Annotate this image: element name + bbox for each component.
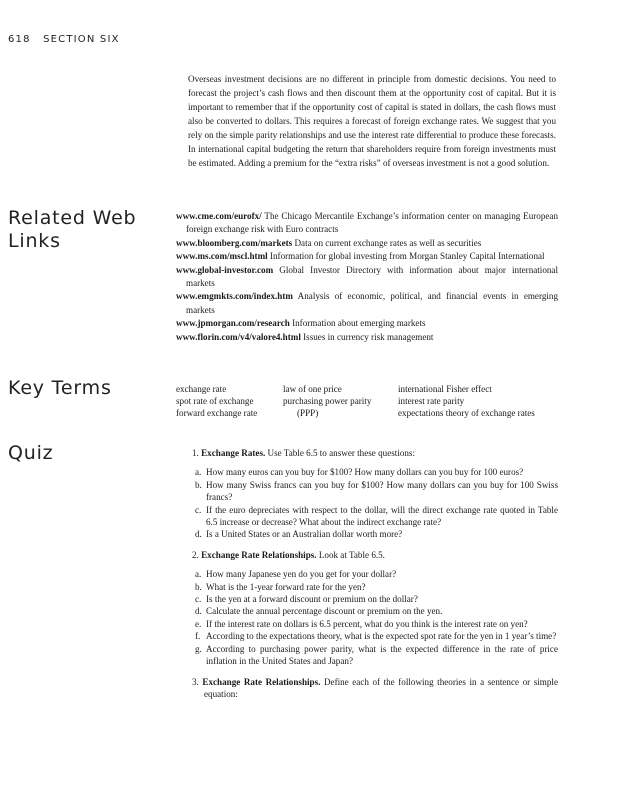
intro-paragraph: Overseas investment decisions are no different in principle from domestic decisions. You need to forecast the project’s cash flows and then discount them at the opportunity cost of capital. But it is important to remember that if the opportunity cost of capital is stated in dollars, the cash flows must also be converted to dollars. This requires a forecast of foreign exchange rates. We suggest that you rely on the simple parity relationships and use the interest rate differential to produce these forecasts. In international capital budgeting the return that shareholders require from foreign investments must be estimated. Adding a premium for the “extra risks” of overseas investment is not a good solution. (188, 74, 556, 168)
question-title: Exchange Rate Relationships. (201, 549, 317, 560)
question-title: Exchange Rates. (201, 448, 266, 458)
web-link[interactable]: www.cme.com/eurofx/ (176, 211, 262, 221)
key-terms-column-1 (176, 383, 257, 420)
web-link[interactable]: www.jpmorgan.com/research (176, 318, 290, 329)
question-number: 3. (192, 676, 199, 687)
quiz-question (176, 447, 558, 541)
key-term: forward exchange rate (176, 408, 258, 419)
key-terms-column-3 (398, 383, 535, 420)
link-entry: www.emgmkts.com/index.htm Analysis of economic, political, and financial events in emerging markets (176, 291, 558, 315)
key-term: purchasing power parity (283, 396, 372, 407)
related-links-heading: Related Web Links (8, 207, 137, 252)
page-number: 618 (8, 34, 31, 45)
key-term: (PPP) (297, 408, 319, 419)
sub-question: e. If the interest rate on dollars is 6.5 percent, what do you think is the interest rate on yen? (195, 618, 528, 629)
key-terms-heading: Key Terms (8, 377, 112, 399)
web-link[interactable]: www.global-investor.com (176, 264, 274, 275)
sub-question: c. If the euro depreciates with respect to the dollar, will the direct exchange rate quoted in Table 6.5 increase or decrease? What about the indirect exchange rate? (195, 504, 558, 528)
key-term: spot rate of exchange (176, 396, 254, 407)
running-header (8, 34, 128, 45)
link-entry: www.global-investor.com Global Investor Directory with information about major international markets (176, 264, 558, 289)
web-link[interactable]: www.bloomberg.com/markets (176, 237, 293, 248)
quiz-question (176, 549, 558, 668)
key-term: law of one price (283, 384, 342, 394)
sub-question: d. Calculate the annual percentage discount or premium on the yen. (195, 606, 443, 617)
sub-question: g. According to purchasing power parity, what is the expected difference in the rate of price inflation in the United States and Japan? (195, 643, 558, 667)
sub-question: c. Is the yen at a forward discount or premium on the dollar? (195, 594, 418, 605)
link-entry: www.cme.com/eurofx/ The Chicago Mercantile Exchange’s information center on managing European foreign exchange risk with Euro contracts (176, 211, 558, 235)
sub-question: f. According to the expectations theory, what is the expected spot rate for the yen in 1 year’s time? (195, 631, 557, 642)
sub-question: d. Is a United States or an Australian dollar worth more? (195, 529, 403, 540)
quiz-list (176, 447, 558, 708)
key-term: exchange rate (176, 384, 227, 394)
key-term: interest rate parity (398, 396, 465, 407)
key-term: international Fisher effect (398, 384, 492, 394)
key-term: expectations theory of exchange rates (398, 408, 535, 419)
web-link[interactable]: www.florin.com/v4/valore4.html (176, 331, 301, 342)
sub-question: a. How many Japanese yen do you get for your dollar? (195, 569, 397, 580)
link-entry: www.florin.com/v4/valore4.html Issues in currency risk management (176, 331, 434, 342)
link-entry: www.jpmorgan.com/research Information about emerging markets (176, 318, 426, 329)
section-label: SECTION SIX (43, 34, 120, 45)
link-entry: www.bloomberg.com/markets Data on current exchange rates as well as securities (176, 237, 482, 248)
question-number: 1. (192, 448, 199, 458)
question-prompt: Look at Table 6.5. (316, 549, 385, 560)
web-link[interactable]: www.emgmkts.com/index.htm (176, 291, 293, 302)
quiz-question (176, 676, 558, 701)
related-links-list (176, 210, 558, 344)
question-number: 2. (192, 549, 199, 560)
key-terms-column-2 (283, 383, 371, 420)
web-link[interactable]: www.ms.com/mscl.html (176, 251, 268, 262)
question-title: Exchange Rate Relationships. (202, 676, 321, 687)
sub-question: a. How many euros can you buy for $100? How many dollars can you buy for 100 euros? (195, 467, 524, 478)
quiz-heading: Quiz (8, 442, 54, 464)
question-prompt: Define each of the following theories in a sentence or simple equation: (204, 676, 558, 699)
link-entry: www.ms.com/mscl.html Information for global investing from Morgan Stanley Capital International (176, 251, 545, 262)
sub-question: b. What is the 1-year forward rate for the yen? (195, 581, 366, 592)
sub-question: b. How many Swiss francs can you buy for $100? How many dollars can you buy for 100 Swiss francs? (195, 479, 558, 503)
question-prompt: Use Table 6.5 to answer these questions: (265, 448, 415, 458)
